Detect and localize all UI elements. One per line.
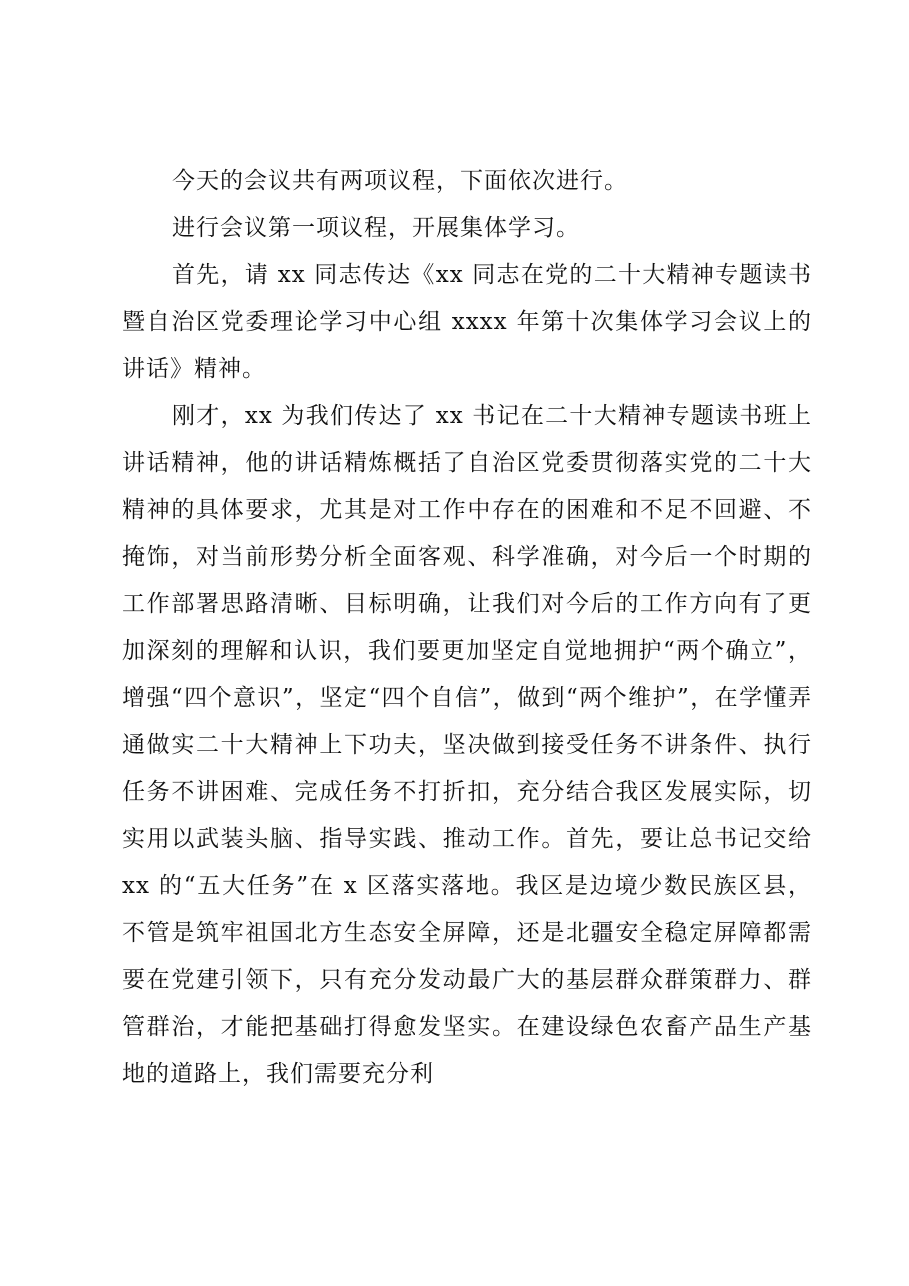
document-body (122, 158, 812, 1098)
paragraph-agenda-intro: 今天的会议共有两项议程，下面依次进行。 (172, 168, 628, 194)
paragraph-commentary: 刚才，xx 为我们传达了 xx 书记在二十大精神专题读书班上讲话精神，他的讲话精炼概括了自治区党委贯彻落实党的二十大精神的具体要求，尤其是对工作中存在的困难和不足不回避、不掩饰，对当前形势分析全面客观、科学准确，对今后一个时期的工作部署思路清晰、目标明确，让我们对今后的工作方向有了更加深刻的理解和认识，我们要更加坚定自觉地拥护“两个确立”，增强“四个意识”，坚定“四个自信”，做到“两个维护”，在学懂弄通做实二十大精神上下功夫，坚决做到接受任务不讲条件、执行任务不讲困难、完成任务不打折扣，充分结合我区发展实际，切实用以武装头脑、指导实践、推动工作。首先，要让总书记交给 xx 的“五大任务”在 x 区落实落地。我区是边境少数民族区县，不管是筑牢祖国北方生态安全屏障，还是北疆安全稳定屏障都需要在党建引领下，只有充分发动最广大的基层群众群策群力、群管群治，才能把基础打得愈发坚实。在建设绿色农畜产品生产基地的道路上，我们需要充分利 (122, 403, 812, 1087)
paragraph-first-item: 进行会议第一项议程，开展集体学习。 (172, 215, 580, 241)
paragraph-convey-speech: 首先，请 xx 同志传达《xx 同志在党的二十大精神专题读书暨自治区党委理论学习中心组 xxxx 年第十次集体学习会议上的讲话》精神。 (122, 262, 812, 382)
